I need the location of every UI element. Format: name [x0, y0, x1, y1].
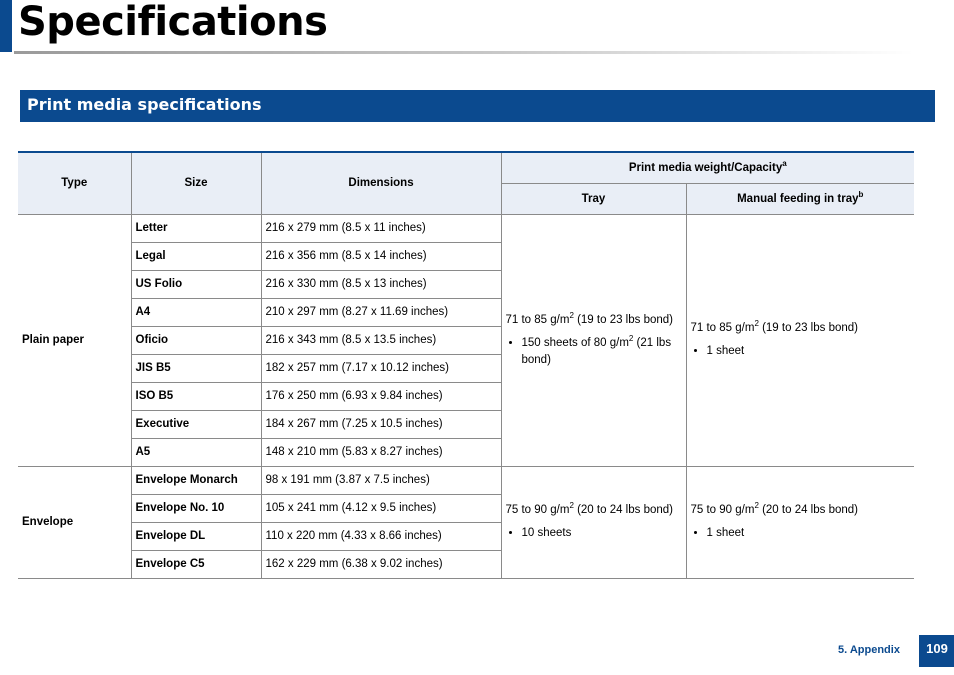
title-underline [14, 51, 914, 54]
type-cell: Envelope [18, 466, 131, 578]
list-item: • 10 sheets [522, 525, 682, 542]
dimensions-cell: 216 x 343 mm (8.5 x 13.5 inches) [261, 326, 501, 354]
size-cell: Legal [131, 242, 261, 270]
header-manual-feeding [686, 183, 914, 214]
footnote-marker-a: a [782, 158, 787, 168]
tray-capacity-list [506, 525, 682, 542]
manual-weight: 71 to 85 $g/m^2$ (19 to 23 lbs bond) [690, 319, 858, 334]
size-cell: Envelope DL [131, 522, 261, 550]
dimensions-cell: 182 x 257 mm (7.17 x 10.12 inches) [261, 354, 501, 382]
dimensions-cell: 148 x 210 mm (5.83 x 8.27 inches) [261, 438, 501, 466]
page-number: 109 [919, 635, 954, 667]
size-cell: ISO B5 [131, 382, 261, 410]
header-weight-capacity-label: Print media weight/Capacity [628, 161, 783, 174]
footnote-marker-b: b [858, 189, 864, 199]
list-item: • 1 sheet [707, 525, 911, 542]
header-tray: Tray [501, 183, 686, 214]
type-cell: Plain paper [18, 214, 131, 466]
list-item: • 1 sheet [707, 343, 911, 360]
dimensions-cell: 184 x 267 mm (7.25 x 10.5 inches) [261, 410, 501, 438]
left-accent-bar [0, 0, 12, 52]
header-dimensions: Dimensions [261, 152, 501, 214]
dimensions-cell: 216 x 356 mm (8.5 x 14 inches) [261, 242, 501, 270]
tray-capacity-cell [501, 466, 686, 578]
manual-weight: 75 to 90 $g/m^2$ (20 to 24 lbs bond) [690, 501, 858, 516]
size-cell: Oficio [131, 326, 261, 354]
print-media-spec-table [18, 151, 914, 579]
manual-capacity-list [691, 525, 911, 542]
manual-capacity-cell [686, 466, 914, 578]
header-weight-capacity [501, 152, 914, 183]
dimensions-cell: 110 x 220 mm (4.33 x 8.66 inches) [261, 522, 501, 550]
header-type: Type [18, 152, 131, 214]
tray-capacity-list [506, 335, 682, 369]
dimensions-cell: 216 x 330 mm (8.5 x 13 inches) [261, 270, 501, 298]
dimensions-cell: 162 x 229 mm (6.38 x 9.02 inches) [261, 550, 501, 578]
list-item: • 150 sheets of 80 $g/m^2$ (21 lbs bond) [522, 335, 682, 369]
tray-weight: 75 to 90 $g/m^2$ (20 to 24 lbs bond) [505, 501, 673, 516]
size-cell: US Folio [131, 270, 261, 298]
dimensions-cell: 210 x 297 mm (8.27 x 11.69 inches) [261, 298, 501, 326]
dimensions-cell: 98 x 191 mm (3.87 x 7.5 inches) [261, 466, 501, 494]
size-cell: Envelope No. 10 [131, 494, 261, 522]
table-row [18, 214, 914, 242]
manual-capacity-cell [686, 214, 914, 466]
size-cell: Letter [131, 214, 261, 242]
size-cell: A4 [131, 298, 261, 326]
dimensions-cell: 176 x 250 mm (6.93 x 9.84 inches) [261, 382, 501, 410]
size-cell: Envelope C5 [131, 550, 261, 578]
size-cell: Envelope Monarch [131, 466, 261, 494]
header-manual-feeding-label: Manual feeding in tray [737, 192, 859, 205]
header-size: Size [131, 152, 261, 214]
dimensions-cell: 216 x 279 mm (8.5 x 11 inches) [261, 214, 501, 242]
table-row [18, 466, 914, 494]
page-title: Specifications [18, 0, 328, 45]
tray-weight: 71 to 85 $g/m^2$ (19 to 23 lbs bond) [505, 310, 673, 326]
dimensions-cell: 105 x 241 mm (4.12 x 9.5 inches) [261, 494, 501, 522]
manual-capacity-list [691, 343, 911, 360]
size-cell: Executive [131, 410, 261, 438]
section-heading: Print media specifications [20, 90, 935, 122]
tray-capacity-cell [501, 214, 686, 466]
size-cell: JIS B5 [131, 354, 261, 382]
footer-chapter: 5. Appendix [838, 644, 900, 656]
size-cell: A5 [131, 438, 261, 466]
